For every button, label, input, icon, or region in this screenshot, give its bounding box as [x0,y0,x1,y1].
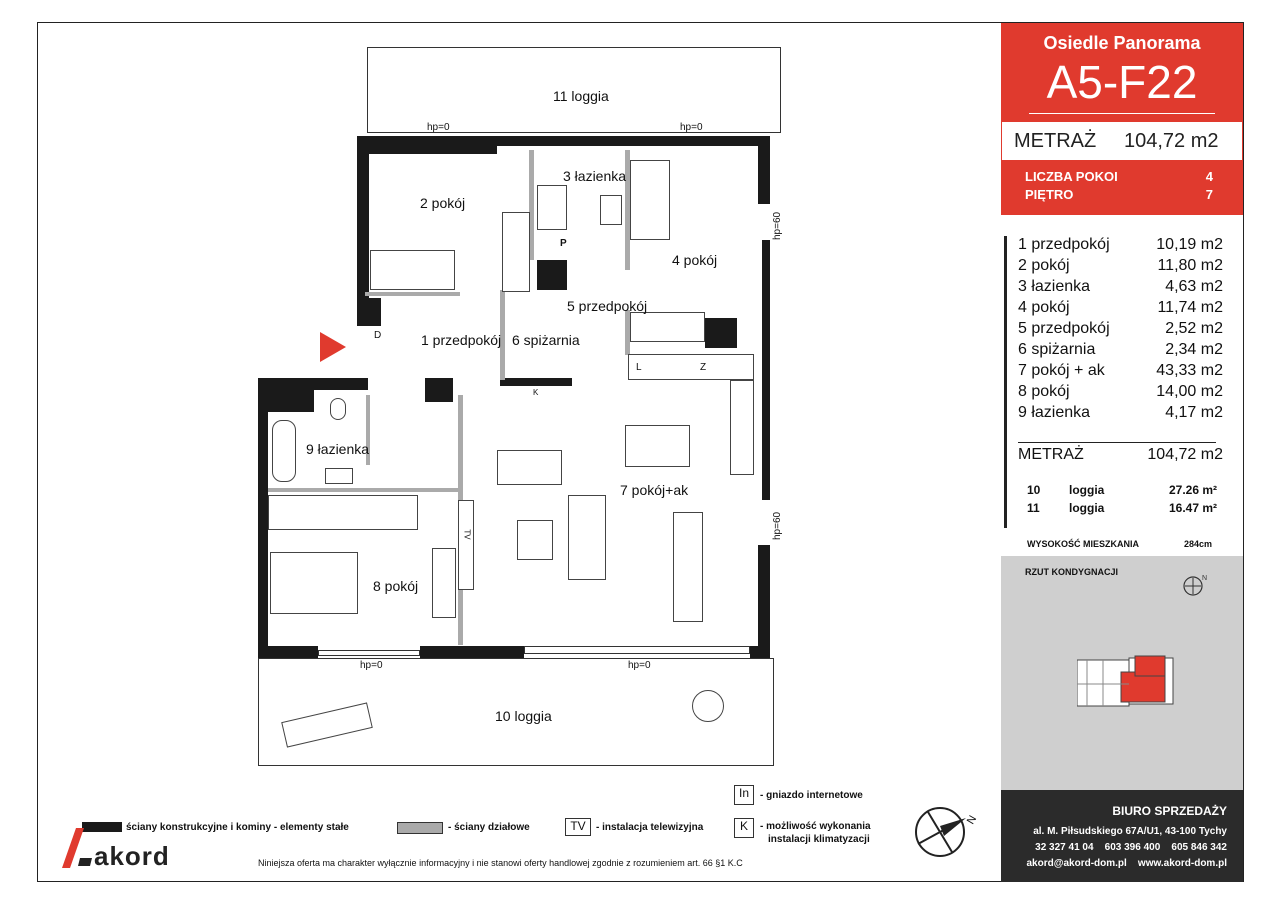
legend-tv-box: TV [565,818,591,836]
sink-3 [600,195,622,225]
room-name: 8 pokój [1018,383,1070,400]
room-name: 1 przedpokój [1018,236,1110,253]
entrance-arrow-icon [318,332,348,362]
room-name: 4 pokój [1018,299,1070,316]
loggia-row-11 [1027,501,1217,515]
floor-value: 7 [1205,187,1213,202]
room-area: 11,74 m2 [1157,299,1223,316]
tv-cabinet [458,500,474,590]
total-separator [1018,442,1216,443]
chimney-2 [425,378,453,402]
wall-bottom-right [750,646,770,658]
hp-label-1: hp=0 [427,122,450,133]
loggia-11-num: 11 [1027,501,1040,515]
room-row [1018,404,1223,422]
room-row [1018,278,1223,296]
loggia-10-name: loggia [1069,483,1105,497]
sales-contact: akord@akord-dom.pl www.akord-dom.pl [1026,858,1227,869]
hp-label-3: hp=0 [360,660,383,671]
kitchen-column [730,380,754,475]
shower-3 [537,185,567,230]
loggia-11-area: 16.47 m² [1168,501,1217,515]
rooms-count-value: 4 [1205,169,1213,184]
desk-room-2 [502,212,530,292]
wall-top-left [357,136,497,154]
compass-north: N [964,813,980,827]
height-value: 284cm [1184,539,1213,549]
partition-2 [268,488,458,492]
room-area: 43,33 m2 [1156,362,1223,379]
loggia-10-area: 27.26 m² [1168,483,1217,497]
label-room-1: 1 przedpokój [421,332,502,348]
wall-bottom-left [258,646,318,658]
wall-top-right [497,136,769,146]
disclaimer: Niniejsza oferta ma charakter wyłącznie informacyjny i nie stanowi oferty handlowej zgodnie z rozumieniem art. 66 §1 K.C [258,858,743,868]
label-room-8: 8 pokój [373,578,419,594]
floor-row [1025,187,1213,202]
room-name: 3 łazienka [1018,278,1091,295]
legend-k-text-2: instalacji klimatyzacji [768,834,870,845]
window-bottom-left [318,650,420,656]
room-row [1018,341,1223,359]
project-name: Osiedle Panorama [1043,33,1201,53]
marker-d: D [374,330,382,341]
room-area: 11,80 m2 [1157,257,1223,274]
bathtub-9 [272,420,296,482]
label-room-5: 5 przedpokój [567,298,648,314]
marker-l: L [636,362,642,373]
room-area: 4,63 m2 [1165,278,1223,295]
room-name: 9 łazienka [1018,404,1091,421]
header-underline [1029,113,1215,114]
total-value: 104,72 m2 [1147,446,1223,463]
room-row [1018,383,1223,401]
room-row [1018,299,1223,317]
partition-7 [365,292,460,296]
room-area: 10,19 m2 [1156,236,1223,253]
legend-tv-text: - instalacja telewizyjna [596,822,704,833]
bed-room-2 [370,250,455,290]
compass-icon [908,800,988,860]
legend-structural-text: ściany konstrukcyjne i kominy - elementy stałe [126,822,349,833]
svg-text:N: N [1202,575,1208,582]
room-row [1018,257,1223,275]
building-key-plan [1077,654,1177,712]
sales-title: BIURO SPRZEDAŻY [1112,804,1227,818]
room-area: 4,17 m2 [1165,404,1223,421]
label-room-2: 2 pokój [420,195,466,211]
wall-left-step [258,378,368,390]
marker-k: K [533,388,539,397]
room-name: 2 pokój [1018,257,1070,274]
label-room-7: 7 pokój+ak [620,482,689,498]
kitchen-island [625,425,690,467]
akord-logo-mark [62,828,96,868]
hp-label-4: hp=0 [628,660,651,671]
wardrobe-room-8 [268,495,418,530]
height-label: WYSOKOŚĆ MIESZKANIA [1027,539,1140,549]
sink-9 [325,468,353,484]
room-area: 2,34 m2 [1165,341,1223,358]
label-room-3: 3 łazienka [563,168,627,184]
total-row [1018,446,1223,464]
wall-left-lower [258,378,268,658]
legend-partition-text: - ściany działowe [448,822,530,833]
floor-label: PIĘTRO [1025,187,1074,202]
room-name: 7 pokój + ak [1018,362,1105,379]
room-name: 6 spiżarnia [1018,341,1096,358]
legend-partition-swatch [397,822,443,834]
marker-tv: TV [462,529,472,540]
sofa [497,450,562,485]
wall-right-bottom [758,545,770,657]
legend-k-text-1: - możliwość wykonania [760,821,871,832]
loggia-11-name: loggia [1069,501,1105,515]
dining-table [673,512,703,622]
unit-header [1001,23,1243,215]
rooms-list-bar [1004,236,1007,528]
bed-room-8 [270,552,358,614]
wall-right-top [758,136,770,204]
chimney-5 [268,390,314,412]
dining-table-loggia [692,690,724,722]
coffee-table [517,520,553,560]
hp-label-2: hp=0 [680,122,703,133]
floor-plan-label: RZUT KONDYGNACJI [1025,567,1119,577]
desk-room-8 [432,548,456,618]
label-room-9: 9 łazienka [306,441,370,457]
label-room-6: 6 spiżarnia [512,332,580,348]
chimney-4 [705,318,737,348]
toilet-9 [330,398,346,420]
armchair [568,495,606,580]
room-area: 14,00 m2 [1156,383,1223,400]
room-row [1018,362,1223,380]
label-room-4: 4 pokój [672,252,718,268]
window-bottom [524,646,750,654]
wardrobe-room-4 [630,312,705,342]
room-row [1018,236,1223,254]
sales-phones: 32 327 41 04 603 396 400 605 846 342 [1035,842,1227,853]
marker-z: Z [700,362,707,373]
sales-address: al. M. Piłsudskiego 67A/U1, 43-100 Tychy [1033,826,1227,837]
room-row [1018,320,1223,338]
akord-logo-text: akord [94,841,170,871]
room-name: 5 przedpokój [1018,320,1110,337]
loggia-row-10 [1027,483,1217,497]
metraz-box [1001,121,1243,161]
chimney-3 [537,260,567,290]
marker-p: P [560,238,567,249]
label-loggia-11: 11 loggia [553,88,609,104]
floor-plan-overview [1001,556,1243,790]
legend-k-box: K [734,818,754,838]
rooms-count-row [1025,169,1213,184]
wall-bottom-mid [420,646,524,658]
metraz-value: 104,72 m2 [1124,130,1219,152]
legend-in-box: In [734,785,754,805]
hp-label-6: hp=60 [772,511,783,540]
kitchen-counter [628,354,754,380]
unit-code: A5-F22 [1046,56,1198,108]
chimney-1 [357,298,381,326]
label-loggia-10: 10 loggia [495,708,552,724]
total-label: METRAŻ [1018,446,1084,463]
wall-right-mid [762,240,770,500]
hp-label-5: hp=60 [772,211,783,240]
legend-in-text: - gniazdo internetowe [760,790,863,801]
metraz-label: METRAŻ [1014,130,1097,152]
bed-room-4 [630,160,670,240]
compass-small-icon [1181,570,1211,600]
sales-office [1001,790,1243,882]
room-area: 2,52 m2 [1165,320,1223,337]
loggia-10-num: 10 [1027,483,1041,497]
rooms-count-label: LICZBA POKOI [1025,169,1118,184]
wall-pantry-bottom [500,378,572,386]
